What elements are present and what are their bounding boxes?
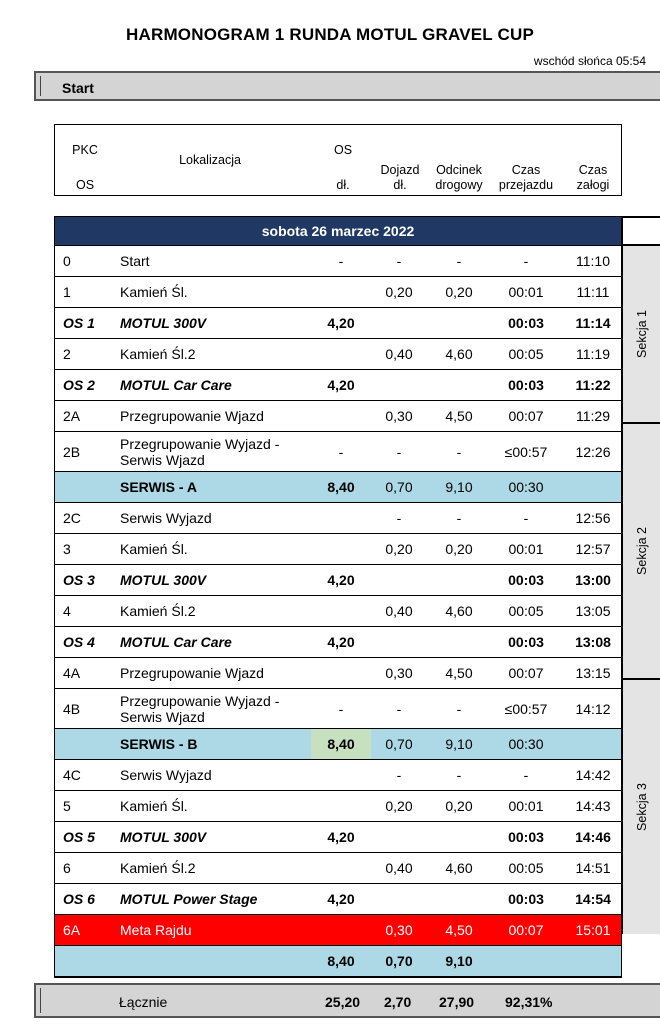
cell-zal: [563, 946, 623, 976]
cell-pkc: [63, 729, 113, 759]
cell-zal: 13:08: [575, 634, 611, 650]
cell-odc: 4,50: [445, 408, 473, 424]
header-zalogi: załogi: [576, 178, 610, 192]
total-label: Łącznie: [119, 994, 168, 1010]
cell-loc: Przegrupowanie Wyjazd - Serwis Wjazd: [120, 692, 280, 725]
cell-pkc: OS 5: [63, 829, 95, 845]
cell-loc: Start: [120, 253, 150, 269]
cell-loc: MOTUL Power Stage: [120, 891, 258, 907]
cell-czas: 00:01: [508, 541, 544, 557]
cell-zal: 14:42: [575, 767, 611, 783]
cell-loc: Kamień Śl.: [120, 541, 188, 557]
cell-dl: -: [338, 443, 344, 460]
table-row: [55, 502, 621, 533]
cell-pkc: OS 6: [63, 891, 95, 907]
schedule-rows: [55, 245, 621, 976]
table-row: [55, 945, 621, 976]
cell-czas: -: [523, 510, 529, 526]
day-header: sobota 26 marzec 2022: [55, 217, 621, 245]
header-odcinek-drogowy: drogowy: [435, 178, 483, 192]
table-row: [55, 400, 621, 431]
cell-odc: [429, 822, 489, 852]
cell-odc: [429, 627, 489, 657]
cell-loc: Kamień Śl.2: [120, 603, 196, 619]
page-title: HARMONOGRAM 1 RUNDA MOTUL GRAVEL CUP: [126, 25, 534, 44]
cell-zal: [563, 472, 623, 502]
cell-zal: 12:57: [575, 541, 611, 557]
cell-czas: 00:05: [508, 346, 544, 362]
table-row: [55, 852, 621, 883]
header-lokalizacja: Lokalizacja: [179, 153, 241, 167]
table-row: [55, 338, 621, 369]
cell-dojazd: [373, 565, 425, 595]
total-pct: 92,31%: [505, 994, 553, 1010]
cell-pkc: 2B: [63, 443, 81, 460]
header-czas: Czas: [511, 163, 541, 177]
cell-dl: [311, 760, 371, 790]
cell-czas: 00:03: [508, 891, 544, 907]
cell-zal: 13:05: [575, 603, 611, 619]
table-row: [55, 276, 621, 307]
cell-pkc: OS 4: [63, 634, 95, 650]
cell-zal: 15:01: [575, 922, 611, 938]
cell-dl: [311, 534, 371, 564]
section-1-label: [622, 244, 660, 422]
cell-czas: 00:07: [508, 408, 544, 424]
cell-dojazd: 0,40: [385, 346, 413, 362]
cell-pkc: 2A: [63, 408, 81, 424]
cell-pkc: 6A: [63, 922, 81, 938]
cell-odc: -: [456, 253, 462, 269]
cell-zal: [563, 729, 623, 759]
cell-odc: 0,20: [445, 541, 473, 557]
cell-zal: 14:43: [575, 798, 611, 814]
header-dojazd-dl: dł.: [393, 178, 407, 192]
section-3-text: Sekcja 3: [634, 783, 649, 831]
table-row: [55, 626, 621, 657]
cell-zal: 11:19: [576, 346, 610, 362]
section-3-label: [622, 678, 660, 934]
cell-loc: MOTUL 300V: [120, 315, 207, 331]
cell-dl: [311, 339, 371, 369]
table-row: [55, 533, 621, 564]
cell-odc: 0,20: [445, 798, 473, 814]
cell-dojazd: 0,20: [385, 284, 413, 300]
cell-loc: Kamień Śl.2: [120, 346, 196, 362]
cell-zal: 14:54: [575, 891, 611, 907]
cell-odc: [429, 370, 489, 400]
cell-zal: 11:11: [576, 284, 610, 300]
cell-zal: 11:10: [576, 253, 610, 269]
header-odcinek: Odcinek: [436, 163, 482, 177]
cell-odc: -: [456, 443, 462, 460]
cell-czas: ≤00:57: [504, 700, 548, 717]
cell-zal: 11:22: [575, 377, 611, 393]
cell-pkc: OS 2: [63, 377, 95, 393]
total-os: 25,20: [325, 994, 361, 1010]
table-row: [55, 307, 621, 338]
table-row: [55, 883, 621, 914]
start-label: Start: [62, 80, 94, 96]
cell-czas: 00:03: [508, 315, 544, 331]
cell-loc: MOTUL Car Care: [120, 377, 232, 393]
table-row: [55, 688, 621, 728]
sections-header-cell: [622, 216, 660, 246]
cell-zal: 12:26: [575, 443, 611, 460]
cell-loc: SERWIS - B: [120, 736, 198, 752]
cell-dojazd: 0,70: [385, 736, 413, 752]
cell-odc: -: [456, 767, 462, 783]
cell-loc: [120, 946, 320, 976]
cell-czas: 00:01: [508, 798, 544, 814]
cell-odc: 9,10: [445, 479, 473, 495]
cell-dojazd: 0,40: [385, 860, 413, 876]
cell-odc: -: [456, 510, 462, 526]
cell-dojazd: [373, 627, 425, 657]
cell-pkc: [63, 946, 113, 976]
cell-odc: -: [456, 700, 462, 717]
cell-czas: -: [523, 253, 529, 269]
table-row: [55, 245, 621, 276]
cell-loc: Przegrupowanie Wjazd: [120, 408, 264, 424]
cell-dl: 4,20: [327, 634, 355, 650]
cell-dojazd: 0,70: [385, 479, 413, 495]
cell-pkc: 1: [63, 284, 71, 300]
cell-loc: Kamień Śl.: [120, 798, 188, 814]
cell-dojazd: [373, 884, 425, 914]
cell-pkc: 2C: [63, 510, 81, 526]
cell-dl: [311, 791, 371, 821]
total-odcinek: 27,90: [439, 994, 475, 1010]
cell-dojazd: -: [396, 443, 402, 460]
table-row: [55, 821, 621, 852]
header-os: OS: [75, 178, 95, 192]
cell-dl: [311, 277, 371, 307]
cell-czas: 00:30: [508, 736, 544, 752]
table-row: [55, 914, 621, 945]
cell-dojazd: 0,40: [385, 603, 413, 619]
cell-dl: 4,20: [327, 377, 355, 393]
cell-dl: [311, 401, 371, 431]
cell-zal: 14:51: [575, 860, 611, 876]
table-row: [55, 728, 621, 759]
cell-czas: 00:05: [508, 603, 544, 619]
schedule-table: [54, 216, 622, 978]
cell-odc: 4,60: [445, 860, 473, 876]
cell-dl: [311, 853, 371, 883]
cell-odc: 9,10: [445, 953, 473, 969]
cell-pkc: OS 3: [63, 572, 95, 588]
cell-pkc: 0: [63, 253, 71, 269]
cell-pkc: 4B: [63, 700, 81, 717]
cell-zal: 13:15: [575, 665, 611, 681]
cell-zal: 11:14: [575, 315, 611, 331]
cell-czas: 00:03: [508, 377, 544, 393]
cell-czas: [491, 946, 561, 976]
cell-czas: 00:03: [508, 829, 544, 845]
cell-odc: [429, 308, 489, 338]
cell-dojazd: [373, 370, 425, 400]
cell-pkc: [63, 472, 113, 502]
cell-dl: 8,40: [327, 953, 355, 969]
cell-dojazd: -: [396, 700, 402, 717]
cell-dl: [311, 503, 371, 533]
cell-czas: 00:07: [508, 922, 544, 938]
cell-pkc: 4C: [63, 767, 81, 783]
cell-odc: [429, 565, 489, 595]
cell-loc: Serwis Wyjazd: [120, 767, 212, 783]
cell-dojazd: 0,70: [385, 953, 413, 969]
cell-loc: MOTUL 300V: [120, 572, 207, 588]
cell-czas: 00:03: [508, 634, 544, 650]
cell-odc: 0,20: [445, 284, 473, 300]
table-row: [55, 657, 621, 688]
cell-zal: 14:12: [575, 700, 611, 717]
header-os-dl: dł.: [336, 178, 350, 192]
cell-dl: [311, 915, 371, 945]
cell-dojazd: -: [396, 767, 402, 783]
cell-loc: MOTUL Car Care: [120, 634, 232, 650]
cell-loc: Kamień Śl.: [120, 284, 188, 300]
table-row: [55, 790, 621, 821]
cell-czas: 00:30: [508, 479, 544, 495]
table-row: [55, 564, 621, 595]
cell-loc: SERWIS - A: [120, 479, 198, 495]
table-row: [55, 471, 621, 502]
cell-dojazd: [373, 822, 425, 852]
cell-czas: ≤00:57: [504, 443, 548, 460]
cell-dojazd: 0,30: [385, 665, 413, 681]
cell-loc: Serwis Wyjazd: [120, 510, 212, 526]
cell-odc: 4,60: [445, 603, 473, 619]
cell-czas: 00:03: [508, 572, 544, 588]
cell-zal: 13:00: [575, 572, 611, 588]
cell-pkc: 3: [63, 541, 71, 557]
cell-loc: Meta Rajdu: [120, 922, 192, 938]
header-czas-przejazdu: przejazdu: [498, 178, 554, 192]
cell-loc: Kamień Śl.2: [120, 860, 196, 876]
header-os-top: OS: [333, 143, 353, 157]
cell-dojazd: 0,30: [385, 408, 413, 424]
cell-pkc: 4A: [63, 665, 81, 681]
cell-odc: [429, 884, 489, 914]
cell-dl: -: [338, 253, 344, 269]
cell-czas: -: [523, 767, 529, 783]
cell-pkc: 2: [63, 346, 71, 362]
cell-odc: 9,10: [445, 736, 473, 752]
cell-pkc: 4: [63, 603, 71, 619]
cell-loc: Przegrupowanie Wyjazd - Serwis Wjazd: [120, 435, 280, 468]
table-row: [55, 595, 621, 626]
table-row: [55, 759, 621, 790]
cell-dojazd: 0,20: [385, 798, 413, 814]
cell-czas: 00:05: [508, 860, 544, 876]
table-row: [55, 369, 621, 400]
cell-zal: 12:56: [575, 510, 611, 526]
section-2-label: [622, 422, 660, 678]
table-header: [54, 124, 622, 196]
cell-zal: 11:29: [576, 408, 610, 424]
total-bar: [34, 983, 660, 1018]
header-dojazd: Dojazd: [380, 163, 420, 177]
cell-dl: 4,20: [327, 891, 355, 907]
cell-odc: 4,50: [445, 665, 473, 681]
cell-zal: 14:46: [575, 829, 611, 845]
cell-dojazd: [373, 308, 425, 338]
start-bar: [34, 71, 660, 101]
cell-dl: 8,40: [327, 479, 355, 495]
cell-dojazd: -: [396, 510, 402, 526]
cell-czas: 00:07: [508, 665, 544, 681]
cell-dl: 8,40: [311, 729, 371, 759]
cell-dl: 4,20: [327, 572, 355, 588]
cell-pkc: OS 1: [63, 315, 95, 331]
header-pkc: PKC: [72, 143, 98, 157]
cell-dojazd: -: [396, 253, 402, 269]
total-dojazd: 2,70: [384, 994, 412, 1010]
cell-dl: 4,20: [327, 315, 355, 331]
cell-dl: 4,20: [327, 829, 355, 845]
sunrise-time: wschód słońca 05:54: [533, 54, 646, 68]
section-1-text: Sekcja 1: [634, 310, 649, 358]
section-2-text: Sekcja 2: [634, 527, 649, 575]
table-row: [55, 431, 621, 471]
cell-dojazd: 0,20: [385, 541, 413, 557]
cell-dl: [311, 596, 371, 626]
cell-pkc: 5: [63, 798, 71, 814]
header-czas-zalogi: Czas: [578, 163, 608, 177]
cell-loc: Przegrupowanie Wjazd: [120, 665, 264, 681]
cell-odc: 4,60: [445, 346, 473, 362]
cell-dl: -: [338, 700, 344, 717]
cell-loc: MOTUL 300V: [120, 829, 207, 845]
cell-czas: 00:01: [508, 284, 544, 300]
cell-dojazd: 0,30: [385, 922, 413, 938]
cell-pkc: 6: [63, 860, 71, 876]
cell-odc: 4,50: [445, 922, 473, 938]
cell-dl: [311, 658, 371, 688]
